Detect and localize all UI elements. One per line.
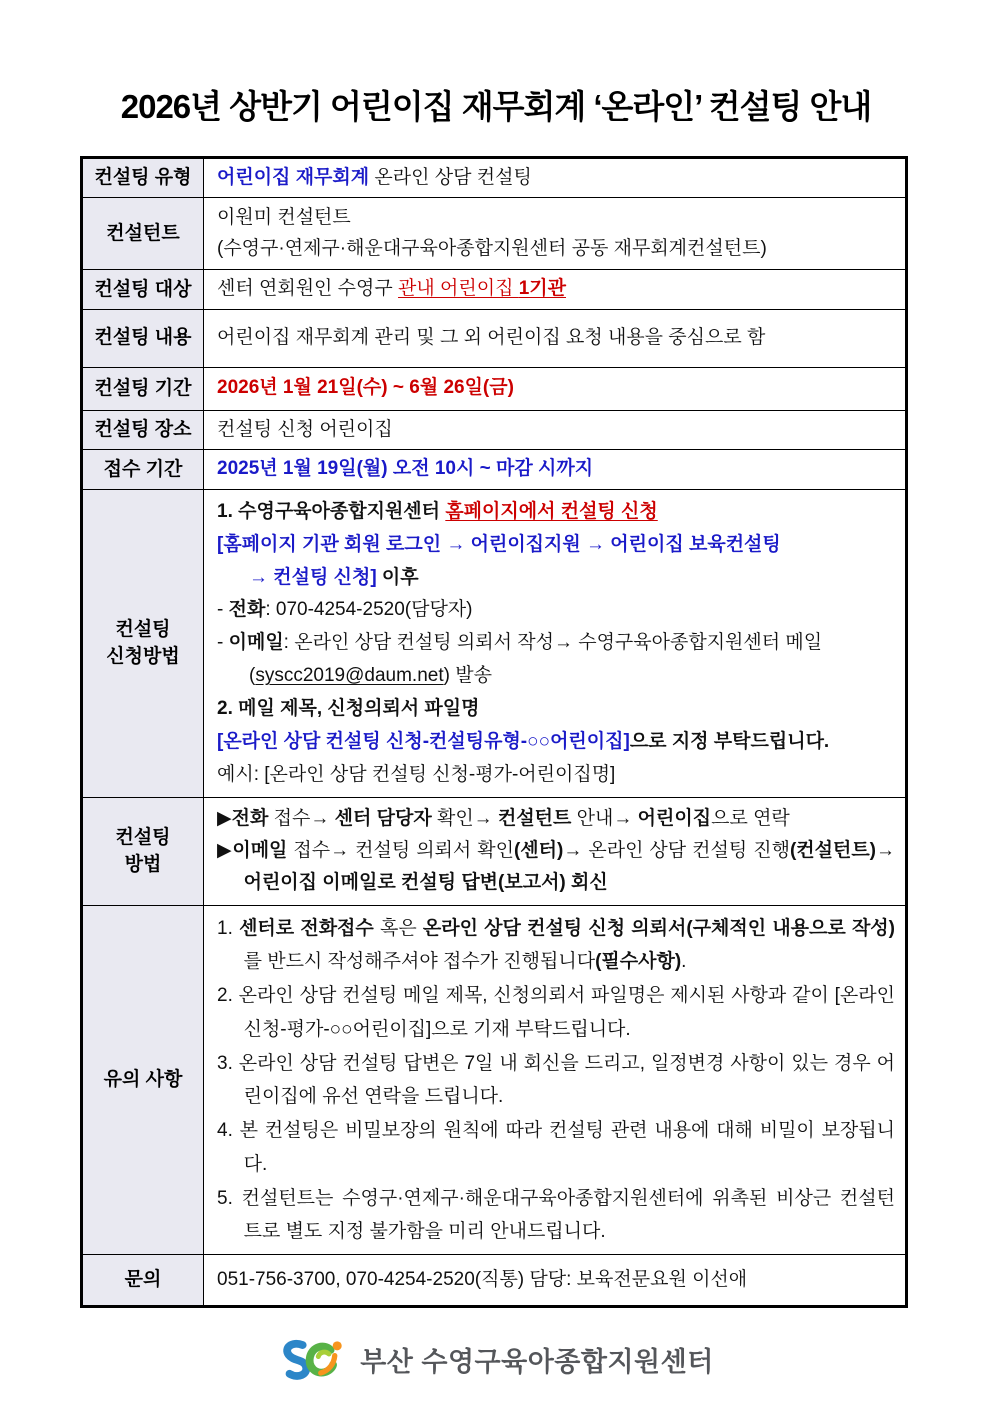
paragraph bbox=[217, 726, 895, 758]
table-row-consultant bbox=[82, 198, 907, 270]
paragraph bbox=[217, 835, 895, 900]
info-table bbox=[80, 156, 908, 1308]
row-label-application-method: 컨설팅 신청방법 bbox=[82, 489, 204, 797]
text-segment: 이후 bbox=[376, 566, 419, 588]
row-content-consultant bbox=[204, 198, 907, 270]
text-segment: [온라인 상담 컨설팅 신청-컨설팅유형-○○어린이집] bbox=[217, 731, 630, 753]
text-segment: 예시: [온라인 상담 컨설팅 신청-평가-어린이집명] bbox=[217, 763, 616, 785]
paragraph bbox=[217, 803, 895, 835]
paragraph bbox=[217, 1114, 895, 1181]
text-segment: 2026년 1월 21일(수) ~ 6월 26일(금) bbox=[217, 377, 514, 399]
paragraph bbox=[217, 324, 895, 353]
text-segment: (센터) bbox=[513, 840, 564, 862]
org-logo-icon bbox=[278, 1334, 352, 1384]
text-segment: 안내→ bbox=[571, 807, 638, 829]
table-row-consulting-content bbox=[82, 309, 907, 367]
footer bbox=[0, 1334, 992, 1384]
table-row-consulting-place bbox=[82, 410, 907, 450]
paragraph bbox=[217, 416, 895, 445]
text-segment: 1기관 bbox=[518, 278, 566, 300]
text-segment: 센터로 전화접수 bbox=[239, 917, 374, 939]
text-segment: 4. 본 컨설팅은 비밀보장의 원칙에 따라 컨설팅 관련 내용에 대해 비밀이 보장됩니다. bbox=[217, 1120, 895, 1175]
row-content-inquiry bbox=[204, 1255, 907, 1307]
text-segment: 전화 bbox=[228, 599, 266, 621]
table-row-consulting-target bbox=[82, 270, 907, 310]
table-row-consulting-period bbox=[82, 367, 907, 410]
row-label-consultant: 컨설턴트 bbox=[82, 198, 204, 270]
text-segment: 이메일 bbox=[228, 632, 284, 654]
text-segment: 접수→ bbox=[268, 807, 335, 829]
text-segment: 컨설턴트 bbox=[497, 807, 572, 829]
text-segment: [홈페이지 기관 회원 로그인 → 어린이집지원 → 어린이집 보육컨설팅 bbox=[217, 533, 781, 555]
row-content-notes bbox=[204, 905, 907, 1255]
row-content-consulting-method bbox=[204, 797, 907, 905]
text-segment: (필수사항) bbox=[595, 951, 682, 973]
text-segment: 어린이집 재무회계 bbox=[217, 166, 370, 188]
info-table-body bbox=[82, 157, 907, 1306]
text-segment: 5. 컨설턴트는 수영구·연제구·해운대구육아종합지원센터에 위촉된 비상근 컨설턴트로 별도 지정 불가함을 미리 안내드립니다. bbox=[217, 1187, 895, 1243]
text-segment: (수영구·연제구·해운대구육아종합지원센터 공동 재무회계컨설턴트) bbox=[217, 237, 767, 259]
paragraph bbox=[217, 496, 895, 528]
row-label-consulting-target: 컨설팅 대상 bbox=[82, 270, 204, 310]
row-label-consulting-method: 컨설팅 방법 bbox=[82, 797, 204, 905]
text-segment: ( bbox=[249, 665, 256, 687]
paragraph bbox=[217, 979, 895, 1046]
text-segment: 3. 온라인 상담 컨설팅 답변은 7일 내 회신을 드리고, 일정변경 사항이 있는 경우 어린이집에 유선 연락을 드립니다. bbox=[217, 1052, 895, 1108]
text-segment: 1. bbox=[217, 917, 240, 939]
text-segment: 관내 어린이집 bbox=[398, 278, 519, 300]
paragraph bbox=[217, 660, 895, 692]
row-content-consulting-period bbox=[204, 367, 907, 410]
table-row-consulting-method bbox=[82, 797, 907, 905]
text-segment: : 온라인 상담 컨설팅 의뢰서 작성→ 수영구육아종합지원센터 메일 bbox=[283, 632, 823, 654]
table-row-inquiry bbox=[82, 1255, 907, 1307]
row-label-consulting-type: 컨설팅 유형 bbox=[82, 157, 204, 198]
paragraph bbox=[217, 1182, 895, 1249]
text-segment: 이원미 컨설턴트 bbox=[217, 207, 351, 229]
text-segment: 혹은 bbox=[373, 917, 423, 939]
text-segment: 2025년 1월 19일(월) 오전 10시 ~ 마감 시까지 bbox=[217, 458, 594, 480]
text-segment: 으로 지정 부탁드립니다. bbox=[629, 731, 830, 753]
row-content-consulting-place bbox=[204, 410, 907, 450]
text-segment: 이메일 bbox=[232, 840, 288, 862]
org-name: 부산 수영구육아종합지원센터 bbox=[360, 1346, 714, 1377]
paragraph bbox=[217, 1266, 895, 1295]
text-segment: . bbox=[681, 951, 687, 973]
paragraph bbox=[217, 759, 895, 791]
row-label-consulting-place: 컨설팅 장소 bbox=[82, 410, 204, 450]
text-segment: - bbox=[217, 632, 229, 654]
paragraph bbox=[217, 374, 895, 403]
text-segment: 어린이집 재무회계 관리 및 그 외 어린이집 요청 내용을 중심으로 함 bbox=[217, 326, 766, 348]
text-segment: 1. 수영구육아종합지원센터 bbox=[217, 500, 446, 522]
text-segment: ▶ bbox=[217, 807, 232, 829]
paragraph bbox=[217, 529, 895, 561]
text-segment: 를 반드시 작성해주셔야 접수가 진행됩니다 bbox=[243, 951, 596, 973]
table-row-consulting-type bbox=[82, 157, 907, 198]
text-segment: ▶ bbox=[217, 840, 233, 862]
paragraph bbox=[217, 627, 895, 659]
table-row-notes bbox=[82, 905, 907, 1255]
text-segment: 컨설팅 신청 어린이집 bbox=[217, 418, 393, 440]
paragraph bbox=[217, 693, 895, 725]
paragraph bbox=[217, 164, 895, 193]
text-segment: 센터 담당자 bbox=[334, 807, 432, 829]
paragraph bbox=[217, 912, 895, 979]
page-title: 2026년 상반기 어린이집 재무회계 ‘온라인’ 컨설팅 안내 bbox=[120, 88, 872, 125]
paragraph bbox=[217, 1047, 895, 1114]
text-segment: 온라인 상담 컨설팅 bbox=[369, 166, 532, 188]
text-segment: syscc2019@daum.net bbox=[255, 665, 444, 687]
text-segment: 접수→ 컨설팅 의뢰서 확인 bbox=[287, 840, 514, 862]
row-label-notes: 유의 사항 bbox=[82, 905, 204, 1255]
text-segment: 2. 메일 제목, 신청의뢰서 파일명 bbox=[217, 698, 480, 720]
paragraph bbox=[217, 234, 895, 264]
text-segment: 센터 연회원인 수영구 bbox=[217, 278, 399, 300]
text-segment: 어린이집 bbox=[637, 807, 712, 829]
text-segment: → 컨설팅 신청] bbox=[249, 566, 377, 588]
text-segment: (컨설턴트)→ 어린이집 이메일로 컨설팅 답변(보고서) 회신 bbox=[243, 840, 896, 894]
text-segment: ) 발송 bbox=[443, 665, 492, 687]
text-segment: - bbox=[217, 599, 229, 621]
text-segment: → 온라인 상담 컨설팅 진행 bbox=[563, 840, 790, 862]
paragraph bbox=[217, 455, 895, 484]
text-segment: 전화 bbox=[231, 807, 269, 829]
text-segment: 온라인 상담 컨설팅 신청 의뢰서(구체적인 내용으로 작성) bbox=[422, 917, 895, 939]
row-content-consulting-target bbox=[204, 270, 907, 310]
row-content-application-method bbox=[204, 489, 907, 797]
paragraph bbox=[217, 275, 895, 304]
row-content-consulting-content bbox=[204, 309, 907, 367]
text-segment: : 070-4254-2520(담당자) bbox=[265, 599, 473, 621]
text-segment: 확인→ bbox=[431, 807, 498, 829]
paragraph bbox=[217, 594, 895, 626]
row-label-inquiry: 문의 bbox=[82, 1255, 204, 1307]
paragraph bbox=[217, 203, 895, 233]
row-label-consulting-content: 컨설팅 내용 bbox=[82, 309, 204, 367]
table-row-application-method bbox=[82, 489, 907, 797]
text-segment: 으로 연락 bbox=[711, 807, 790, 829]
text-segment: 홈페이지에서 컨설팅 신청 bbox=[445, 500, 658, 522]
row-label-application-period: 접수 기간 bbox=[82, 450, 204, 490]
row-content-consulting-type bbox=[204, 157, 907, 198]
table-row-application-period bbox=[82, 450, 907, 490]
paragraph bbox=[217, 562, 895, 594]
row-content-application-period bbox=[204, 450, 907, 490]
row-label-consulting-period: 컨설팅 기간 bbox=[82, 367, 204, 410]
text-segment: 2. 온라인 상담 컨설팅 메일 제목, 신청의뢰서 파일명은 제시된 사항과 같이 [온라인 신청-평가-○○어린이집]으로 기재 부탁드립니다. bbox=[217, 985, 895, 1040]
text-segment: 051-756-3700, 070-4254-2520(직통) 담당: 보육전문요원 이선애 bbox=[217, 1269, 748, 1291]
